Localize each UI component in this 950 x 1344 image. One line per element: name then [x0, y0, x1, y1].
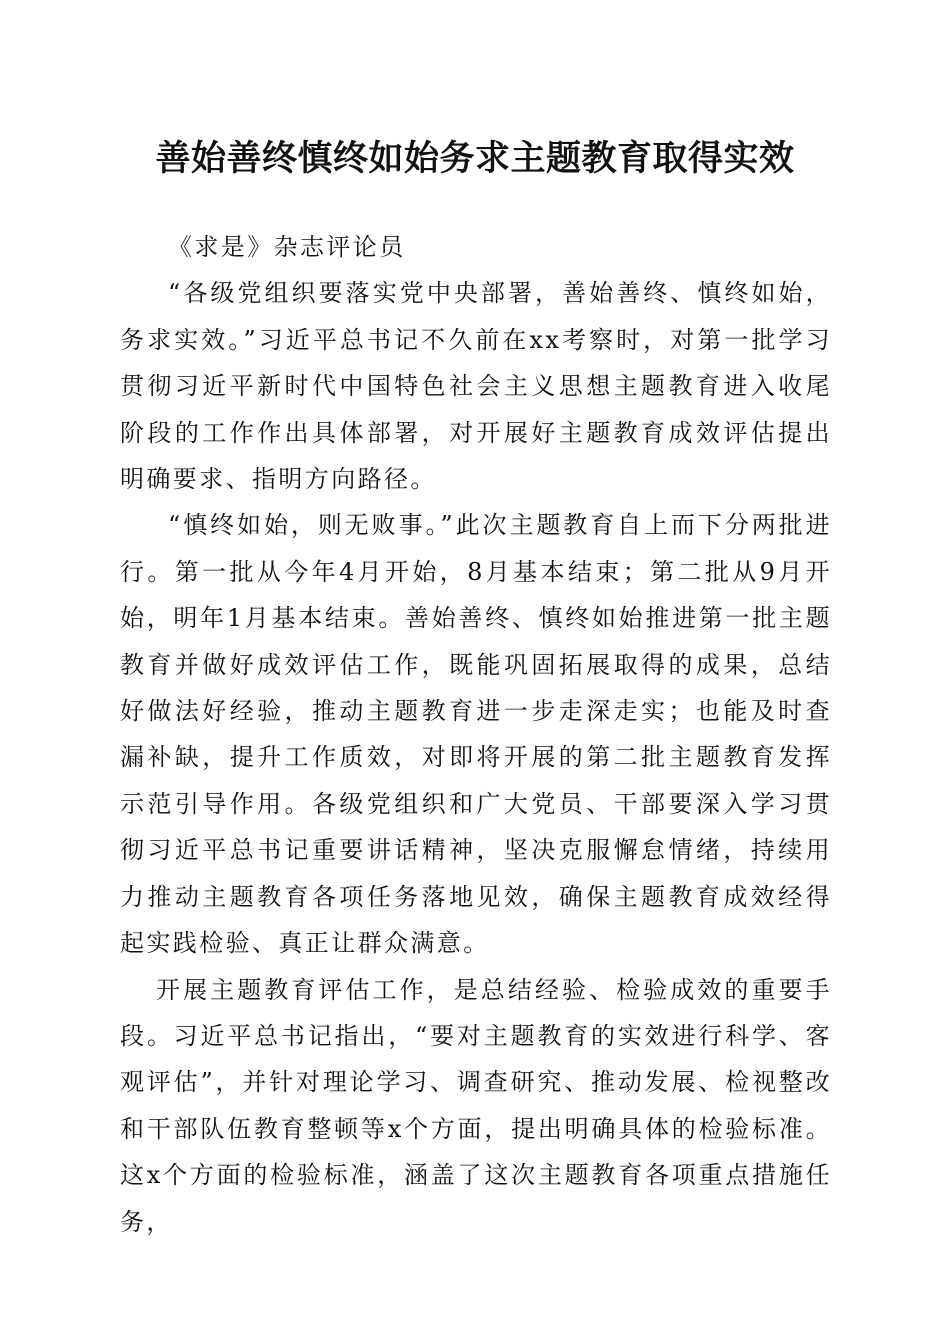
document-title: 善始善终慎终如始务求主题教育取得实效	[155, 138, 795, 179]
paragraph-1: “各级党组织要落实党中央部署，善始善终、慎终如始，务求实效。”习近平总书记不久前在xx考察时，对第一批学习贯彻习近平新时代中国特色社会主义思想主题教育进入收尾阶段的工作作出具体部署，对开展好主题教育成效评估提出明确要求、指明方向路径。	[120, 279, 832, 494]
byline: 《求是》杂志评论员	[168, 233, 406, 261]
paragraph-2: “慎终如始，则无败事。”此次主题教育自上而下分两批进行。第一批从今年4月开始，8月基本结束；第二批从9月开始，明年1月基本结束。善始善终、慎终如始推进第一批主题教育并做好成效评估工作，既能巩固拓展取得的成果，总结好做法好经验，推动主题教育进一步走深走实；也能及时查漏补缺，提升工作质效，对即将开展的第二批主题教育发挥示范引导作用。各级党组织和广大党员、干部要深入学习贯彻习近平总书记重要讲话精神，坚决克服懈怠情绪，持续用力推动主题教育各项任务落地见效，确保主题教育成效经得起实践检验、真正让群众满意。	[120, 511, 832, 958]
paragraph-3: 开展主题教育评估工作，是总结经验、检验成效的重要手段。习近平总书记指出，“要对主题教育的实效进行科学、客观评估”，并针对理论学习、调查研究、推动发展、检视整改和干部队伍教育整顿等x个方面，提出明确具体的检验标准。这x个方面的检验标准，涵盖了这次主题教育各项重点措施任务，	[120, 975, 832, 1236]
document-body	[120, 224, 832, 1245]
